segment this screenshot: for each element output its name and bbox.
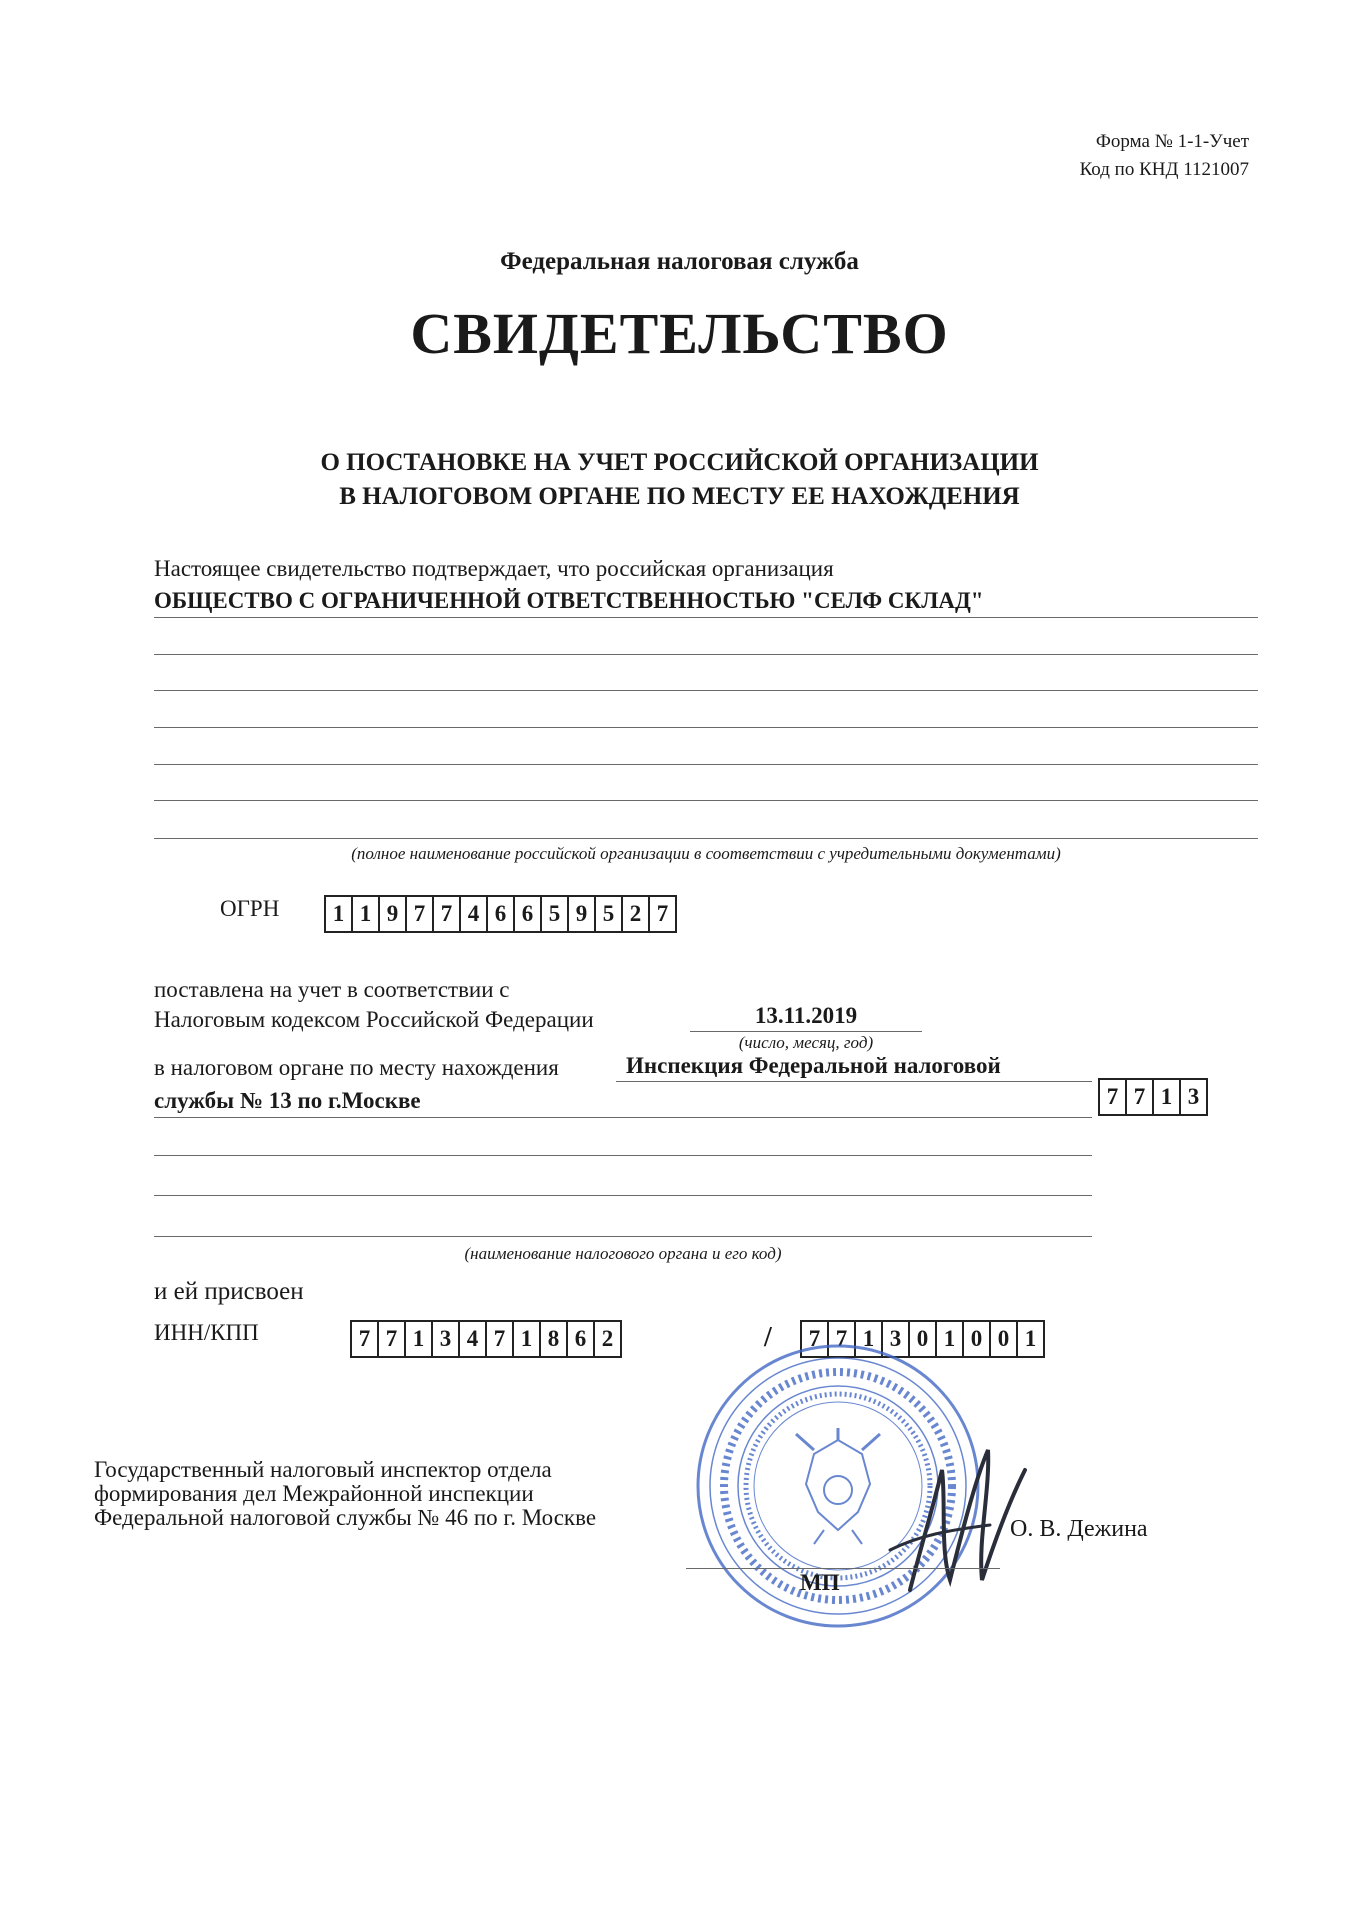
digit-box: 0 — [991, 1322, 1018, 1356]
digit-box: 1 — [406, 1322, 433, 1356]
mp-mark: МП — [800, 1570, 840, 1595]
knd-code: Код по КНД 1121007 — [1079, 159, 1249, 180]
inn-kpp-label: ИНН/КПП — [154, 1320, 259, 1345]
authority-caption: (наименование налогового органа и его код) — [464, 1244, 782, 1263]
reg-line-2: Налоговым кодексом Российской Федерации — [154, 1007, 594, 1032]
signatory-name: О. В. Дежина — [1010, 1516, 1148, 1542]
digit-box: 1 — [326, 897, 353, 931]
ogrn-label: ОГРН — [220, 896, 280, 921]
digit-box: 4 — [461, 897, 488, 931]
org-caption: (полное наименование российской организации в соответствии с учредительными документами) — [351, 844, 1061, 863]
digit-box: 9 — [569, 897, 596, 931]
signature — [880, 1440, 1030, 1600]
ogrn-boxes — [324, 895, 677, 933]
digit-box: 7 — [1100, 1080, 1127, 1114]
authority-line — [154, 1195, 1092, 1196]
digit-box: 1 — [1154, 1080, 1181, 1114]
org-line — [154, 838, 1258, 839]
digit-box: 7 — [1127, 1080, 1154, 1114]
signatory-position — [94, 1458, 596, 1530]
digit-box: 7 — [352, 1322, 379, 1356]
digit-box: 0 — [964, 1322, 991, 1356]
digit-box: 9 — [380, 897, 407, 931]
digit-box: 1 — [1018, 1322, 1045, 1356]
digit-box: 7 — [829, 1322, 856, 1356]
document-subtitle — [0, 446, 1359, 514]
authority-line — [154, 1155, 1092, 1156]
digit-box: 1 — [353, 897, 380, 931]
org-line — [154, 764, 1258, 765]
digit-box: 1 — [514, 1322, 541, 1356]
digit-box: 3 — [883, 1322, 910, 1356]
authority-name-part2: службы № 13 по г.Москве — [154, 1088, 421, 1113]
digit-box: 7 — [379, 1322, 406, 1356]
form-number-block — [1080, 128, 1249, 184]
digit-box: 6 — [515, 897, 542, 931]
digit-box: 3 — [433, 1322, 460, 1356]
subtitle-line-1: О ПОСТАНОВКЕ НА УЧЕТ РОССИЙСКОЙ ОРГАНИЗАЦИИ — [320, 449, 1039, 476]
digit-box: 7 — [487, 1322, 514, 1356]
inn-boxes — [350, 1320, 622, 1358]
authority-name-part1: Инспекция Федеральной налоговой — [626, 1053, 1001, 1078]
assigned-label: и ей присвоен — [154, 1278, 304, 1305]
digit-box: 3 — [1181, 1080, 1208, 1114]
signatory-line-2: формирования дел Межрайонной инспекции — [94, 1481, 534, 1506]
org-line — [154, 727, 1258, 728]
document-title: СВИДЕТЕЛЬСТВО — [410, 301, 949, 366]
digit-box: 1 — [856, 1322, 883, 1356]
digit-box: 1 — [937, 1322, 964, 1356]
digit-box: 7 — [434, 897, 461, 931]
registration-date: 13.11.2019 — [754, 1003, 858, 1028]
authority-code-boxes — [1098, 1078, 1208, 1116]
digit-box: 7 — [802, 1322, 829, 1356]
digit-box: 0 — [910, 1322, 937, 1356]
digit-box: 4 — [460, 1322, 487, 1356]
org-line — [154, 690, 1258, 691]
digit-box: 2 — [623, 897, 650, 931]
digit-box: 5 — [542, 897, 569, 931]
signatory-line-3: Федеральной налоговой службы № 46 по г. Москве — [94, 1505, 597, 1530]
org-line — [154, 800, 1258, 801]
signature-line — [686, 1568, 1000, 1569]
service-name: Федеральная налоговая служба — [500, 248, 859, 275]
form-number: Форма № 1-1-Учет — [1095, 131, 1249, 152]
digit-box: 6 — [568, 1322, 595, 1356]
date-line — [690, 1031, 922, 1032]
authority-line — [616, 1081, 1092, 1082]
signatory-line-1: Государственный налоговый инспектор отдела — [94, 1457, 552, 1482]
subtitle-line-2: В НАЛОГОВОМ ОРГАНЕ ПО МЕСТУ ЕЕ НАХОЖДЕНИЯ — [339, 483, 1020, 510]
authority-line — [154, 1117, 1092, 1118]
digit-box: 7 — [650, 897, 677, 931]
digit-box: 6 — [488, 897, 515, 931]
authority-line — [154, 1236, 1092, 1237]
date-caption: (число, месяц, год) — [738, 1033, 874, 1052]
org-line — [154, 617, 1258, 618]
org-line — [154, 654, 1258, 655]
org-intro: Настоящее свидетельство подтверждает, что российская организация — [154, 556, 834, 581]
org-name: ОБЩЕСТВО С ОГРАНИЧЕННОЙ ОТВЕТСТВЕННОСТЬЮ "СЕЛФ СКЛАД" — [154, 588, 984, 613]
digit-box: 2 — [595, 1322, 622, 1356]
reg-line-1: поставлена на учет в соответствии с — [154, 977, 510, 1002]
inn-kpp-separator: / — [764, 1322, 772, 1353]
digit-box: 7 — [407, 897, 434, 931]
reg-line-3: в налоговом органе по месту нахождения — [154, 1055, 559, 1080]
digit-box: 5 — [596, 897, 623, 931]
digit-box: 8 — [541, 1322, 568, 1356]
